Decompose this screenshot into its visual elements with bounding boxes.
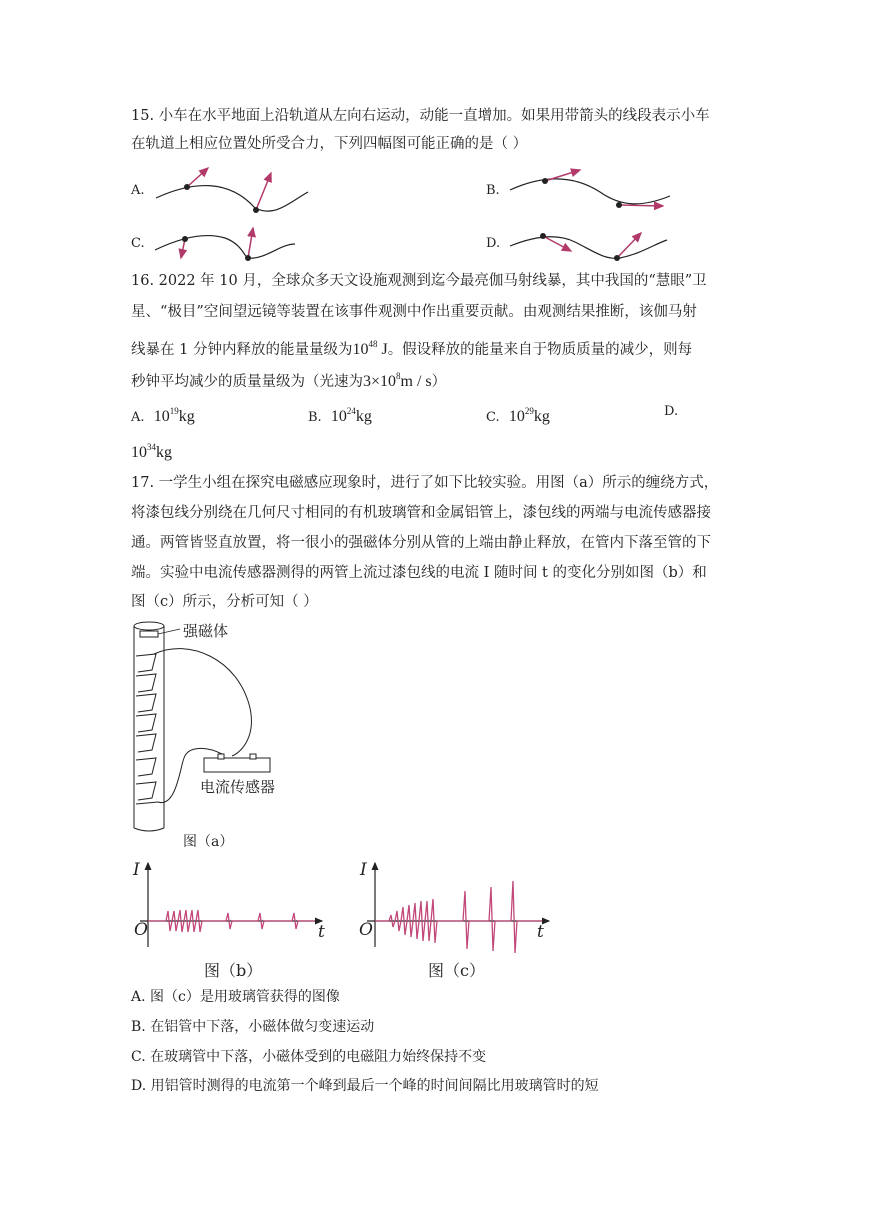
magnet xyxy=(140,631,158,637)
light-speed-value: $3\times 10^8m / s$ xyxy=(363,371,432,390)
wire-top xyxy=(154,649,251,756)
q17-line4: 端。实验中电流传感器测得的两管上流过漆包线的电流 I 随时间 t 的变化分别如图（b）和 xyxy=(131,565,707,581)
car-dot xyxy=(542,178,548,184)
coil-windings xyxy=(136,654,158,804)
q15-line1: 15. 小车在水平地面上沿轨道从左向右运动，动能一直增加。如果用带箭头的线段表示小车 xyxy=(131,108,710,124)
q17-line1: 17. 一学生小组在探究电磁感应现象时，进行了如下比较实验。用图（a）所示的缠绕方式， xyxy=(131,475,719,491)
q16-option-b: B. $10^{24}kg$ xyxy=(308,406,372,425)
q15-option-b-label: B. xyxy=(486,183,500,198)
force-arrow xyxy=(617,233,641,258)
q16-line4 xyxy=(131,366,446,392)
sensor-terminal xyxy=(250,754,256,759)
q16-line3 xyxy=(131,334,692,360)
fig-b-graph xyxy=(130,855,340,955)
fig-b-x-label: t xyxy=(318,922,325,942)
q17-line5: 图（c）所示，分析可知（ ） xyxy=(131,594,318,610)
q17-line3: 通。两管皆竖直放置，将一很小的强磁体分别从管的上端由静止释放，在管内下落至管的下 xyxy=(131,535,711,551)
car-dot xyxy=(184,184,190,190)
fig-c-x-label: t xyxy=(537,922,544,942)
track-curve xyxy=(510,237,667,259)
car-dot xyxy=(540,233,546,239)
q16-line2: 星、“极目”空间望远镜等装置在该事件观测中作出重要贡献。由观测结果推断，该伽马射 xyxy=(131,304,697,320)
q15-option-c-label: C. xyxy=(131,236,145,251)
q16-line4-text: 秒钟平均减少的质量量级为（光速为 xyxy=(131,374,363,390)
q15-line2: 在轨道上相应位置处所受合力，下列四幅图可能正确的是（ ） xyxy=(131,136,528,152)
fig-b-y-label: I xyxy=(133,860,140,880)
track-curve xyxy=(156,186,308,212)
q17-option-c: C. 在玻璃管中下落，小磁体受到的电磁阻力始终保持不变 xyxy=(131,1049,487,1065)
track-curve xyxy=(510,179,670,204)
force-arrow xyxy=(248,228,253,258)
sensor-label: 电流传感器 xyxy=(200,778,276,796)
q16-option-a: A. $10^{19}kg$ xyxy=(131,406,195,425)
q16-line1: 16. 2022 年 10 月，全球众多天文设施观测到迄今最亮伽马射线暴，其中我国的“慧眼”卫 xyxy=(131,273,707,289)
force-arrow xyxy=(187,168,208,187)
car-dot xyxy=(614,255,620,261)
sensor-terminal xyxy=(218,754,224,759)
q17-option-d: D. 用铝管时测得的电流第一个峰到最后一个峰的时间间隔比用玻璃管时的短 xyxy=(131,1078,599,1094)
q16-option-d-value: $10^{34}kg$ xyxy=(131,442,172,461)
q16-option-d-label: D. xyxy=(664,404,679,419)
q15-option-c-diagram xyxy=(150,220,315,275)
fig-c-graph xyxy=(357,855,567,955)
car-dot xyxy=(616,202,622,208)
fig-a-apparatus xyxy=(128,618,298,838)
q15-option-b-diagram xyxy=(505,160,680,220)
q16-line3-text-b: 。假设释放的能量来自于物质质量的减少，则每 xyxy=(387,342,693,358)
q17-line2: 将漆包线分别绕在几何尺寸相同的有机玻璃管和金属铝管上，漆包线的两端与电流传感器接 xyxy=(131,505,711,521)
q16-line4-text-b: ） xyxy=(431,374,447,390)
magnet-label: 强磁体 xyxy=(183,622,229,640)
force-arrow xyxy=(619,205,663,206)
fig-c-origin: O xyxy=(359,920,373,940)
magnet-pointer xyxy=(158,629,180,634)
q15-option-d-diagram xyxy=(505,220,675,275)
current-sensor xyxy=(204,758,270,772)
q15-option-d-label: D. xyxy=(486,236,501,251)
energy-value: $10^{48}$ J xyxy=(352,339,388,358)
car-dot xyxy=(182,236,188,242)
tube-top xyxy=(134,622,164,630)
force-arrow xyxy=(256,173,271,210)
q17-option-b: B. 在铝管中下落，小磁体做匀变速运动 xyxy=(131,1019,375,1035)
fig-c-caption: 图（c） xyxy=(428,961,485,980)
current-trace xyxy=(375,881,542,953)
q16-line3-text: 线暴在 1 分钟内释放的能量量级为 xyxy=(131,342,353,358)
q15-option-a-diagram xyxy=(150,160,320,220)
track-curve xyxy=(155,236,295,259)
q15-option-a-label: A. xyxy=(131,183,145,198)
fig-b-origin: O xyxy=(134,920,148,940)
fig-a-caption: 图（a） xyxy=(183,834,234,850)
car-dot xyxy=(245,255,251,261)
car-dot xyxy=(253,207,259,213)
fig-c-y-label: I xyxy=(360,860,367,880)
q16-option-c: C. $10^{29}kg$ xyxy=(486,406,550,425)
fig-b-caption: 图（b） xyxy=(204,961,263,980)
q17-option-a: A. 图（c）是用玻璃管获得的图像 xyxy=(131,989,340,1005)
tube-bottom xyxy=(134,828,164,831)
